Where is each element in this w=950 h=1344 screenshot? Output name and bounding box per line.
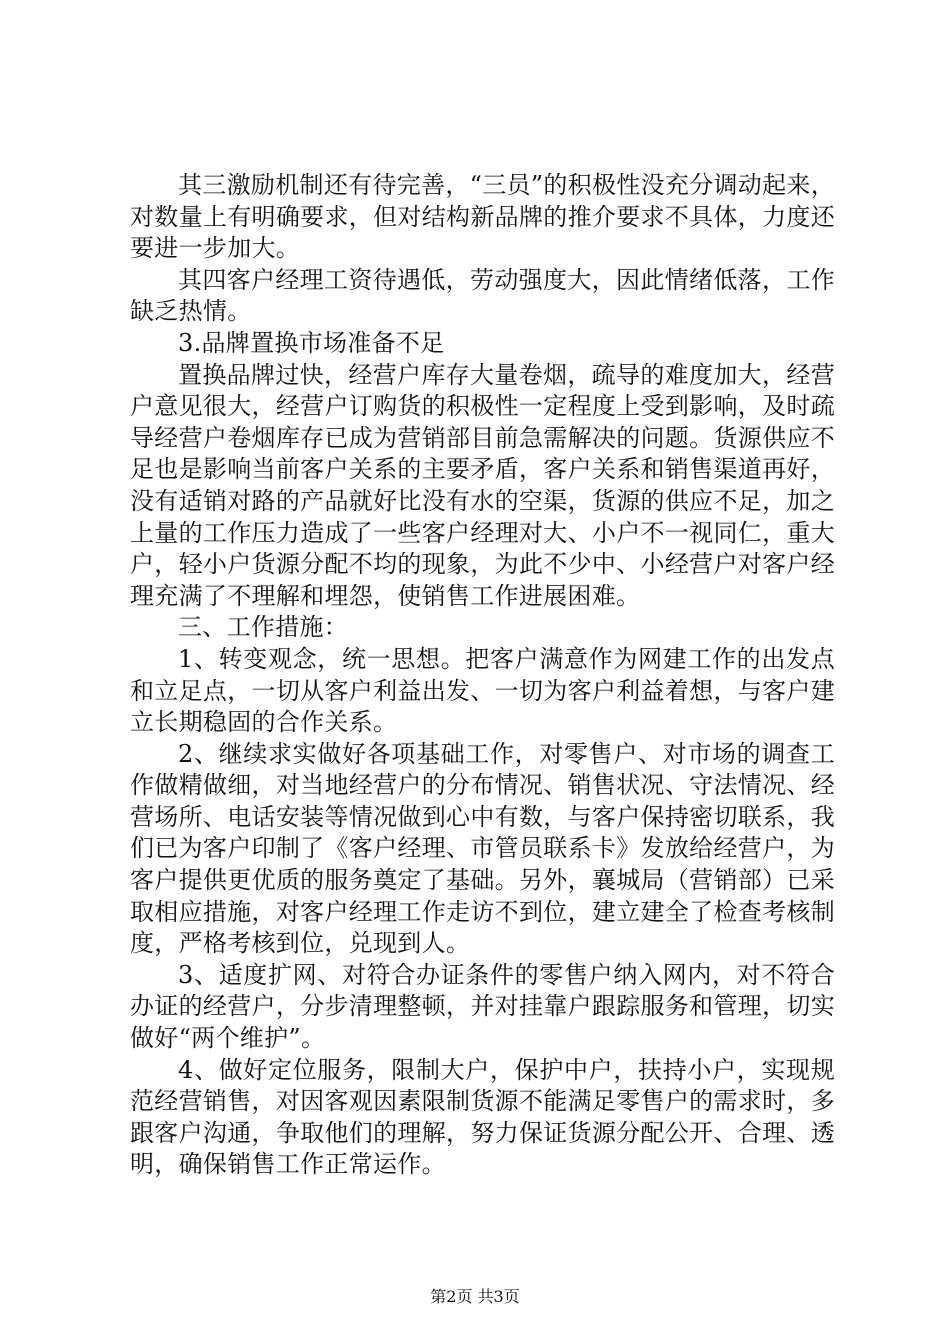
page-footer xyxy=(0,1287,950,1307)
paragraph-measure-1: 1、转变观念，统一思想。把客户满意作为网建工作的出发点和立足点，一切从客户利益出发、一切为客户利益着想，与客户建立长期稳固的合作关系。 xyxy=(130,644,835,737)
paragraph-incentive-mechanism: 其三激励机制还有待完善，“三员”的积极性没充分调动起来，对数量上有明确要求，但对结构新品牌的推介要求不具体，力度还要进一步加大。 xyxy=(130,171,835,263)
paragraph-brand-replacement: 置换品牌过快，经营户库存大量卷烟，疏导的难度加大，经营户意见很大，经营户订购货的积极性一定程度上受到影响，及时疏导经营户卷烟库存已成为营销部目前急需解决的问题。货源供应不足也是影响当前客户关系的主要矛盾，客户关系和销售渠道再好，没有适销对路的产品就好比没有水的空渠，货源的供应不足，加之上量的工作压力造成了一些客户经理对大、小户不一视同仁，重大户，轻小户货源分配不均的现象，为此不少中、小经营户对客户经理充满了不理解和埋怨，使销售工作进展困难。 xyxy=(130,360,835,610)
section-heading-work-measures: 三、工作措施： xyxy=(178,613,349,642)
document-body xyxy=(130,170,835,1181)
paragraph-measure-4: 4、做好定位服务，限制大户，保护中户，扶持小户，实现规范经营销售，对因客观因素限制货源不能满足零售户的需求时，多跟客户沟通，争取他们的理解，努力保证货源分配公开、合理、透明，确保销售工作正常运作。 xyxy=(130,1055,835,1179)
subheading-brand-replacement: 3.品牌置换市场准备不足 xyxy=(178,328,445,357)
paragraph-measure-2: 2、继续求实做好各项基础工作，对零售户、对市场的调查工作做精做细，对当地经营户的分布情况、销售状况、守法情况、经营场所、电话安装等情况做到心中有数，与客户保持密切联系，我们已为客户印制了《客户经理、市管员联系卡》发放给经营户，为客户提供更优质的服务奠定了基础。另外，襄城局（营销部）已采取相应措施，对客户经理工作走访不到位，建立建全了检查考核制度，严格考核到位，兑现到人。 xyxy=(130,739,835,958)
page-number-label: 第2页 共3页 xyxy=(430,1287,520,1306)
paragraph-measure-3: 3、适度扩网、对符合办证条件的零售户纳入网内，对不符合办证的经营户，分步清理整顿，并对挂靠户跟踪服务和管理，切实做好“两个维护”。 xyxy=(130,960,835,1053)
paragraph-manager-salary: 其四客户经理工资待遇低，劳动强度大，因此情绪低落，工作缺乏热情。 xyxy=(130,265,835,326)
